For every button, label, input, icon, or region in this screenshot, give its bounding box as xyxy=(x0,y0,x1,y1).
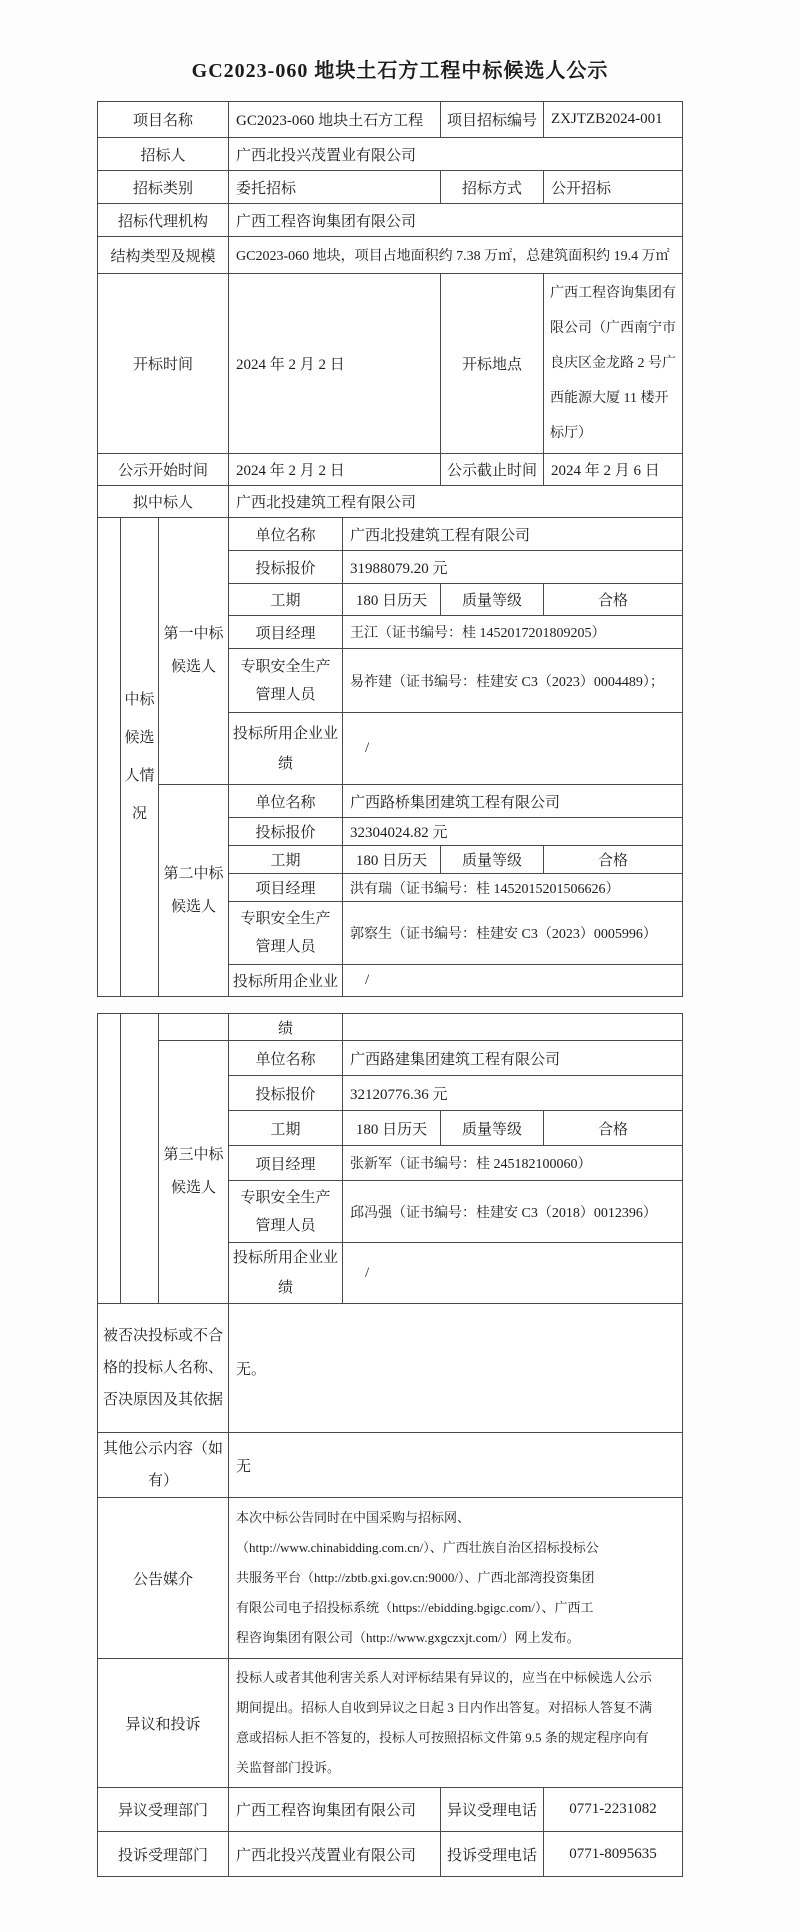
open-time-value: 2024 年 2 月 2 日 xyxy=(229,274,441,454)
c1-duration-label: 工期 xyxy=(229,584,343,616)
objection-phone-value: 0771-2231082 xyxy=(544,1788,683,1832)
tenderee-value: 广西北投兴茂置业有限公司 xyxy=(229,138,683,171)
complaint-phone-label: 投诉受理电话 xyxy=(441,1832,544,1877)
row-other-content xyxy=(98,1433,683,1498)
c2-performance-label-part2: 绩 xyxy=(229,1014,343,1041)
objection-dept-value: 广西工程咨询集团有限公司 xyxy=(229,1788,441,1832)
c1-performance-label: 投标所用企业业绩 xyxy=(229,713,343,785)
row-agency xyxy=(98,204,683,237)
c2-price-label: 投标报价 xyxy=(229,818,343,846)
page-title: GC2023-060 地块土石方工程中标候选人公示 xyxy=(191,60,609,82)
c2-duration-value: 180 日历天 xyxy=(343,846,441,874)
winner-value: 广西北投建筑工程有限公司 xyxy=(229,486,683,518)
structure-label: 结构类型及规模 xyxy=(98,237,229,274)
agency-label: 招标代理机构 xyxy=(98,204,229,237)
announcement-table-page2 xyxy=(97,1013,683,1877)
pub-end-value: 2024 年 2 月 6 日 xyxy=(544,454,683,486)
objection-phone-label: 异议受理电话 xyxy=(441,1788,544,1832)
c1-unit-label: 单位名称 xyxy=(229,518,343,551)
objection-line: 关监督部门投诉。 xyxy=(236,1760,341,1775)
c1-safety-value: 易祚建（证书编号：桂建安 C3（2023）0004489）； xyxy=(343,649,683,713)
winner-label: 拟中标人 xyxy=(98,486,229,518)
media-line: 程咨询集团有限公司（http://www.gxgczxjt.com/）网上发布。 xyxy=(236,1630,580,1645)
candidate1-rank-label: 第一中标候选人 xyxy=(159,518,229,785)
category-label: 招标类别 xyxy=(98,171,229,204)
c1-duration-value: 180 日历天 xyxy=(343,584,441,616)
c3-quality-label: 质量等级 xyxy=(441,1111,544,1146)
objection-line: 意或招标人拒不答复的，投标人可按照招标文件第 9.5 条的规定程序向有 xyxy=(236,1730,649,1745)
c3-unit-label: 单位名称 xyxy=(229,1041,343,1076)
c1-manager-label: 项目经理 xyxy=(229,616,343,649)
method-label: 招标方式 xyxy=(441,171,544,204)
c2-unit-value: 广西路桥集团建筑工程有限公司 xyxy=(343,785,683,818)
media-line: （http://www.chinabidding.com.cn/）、广西壮族自治区招标投标公 xyxy=(236,1540,599,1555)
c1-price-label: 投标报价 xyxy=(229,551,343,584)
c1-safety-label: 专职安全生产管理人员 xyxy=(229,649,343,713)
row-opening xyxy=(98,274,683,454)
other-content-label: 其他公示内容（如有） xyxy=(98,1433,229,1498)
performance-continuation-empty-value xyxy=(343,1014,683,1041)
objection-label: 异议和投诉 xyxy=(98,1659,229,1788)
c1-quality-label: 质量等级 xyxy=(441,584,544,616)
rejected-label: 被否决投标或不合格的投标人名称、否决原因及其依据 xyxy=(98,1304,229,1433)
c2-manager-value: 洪有瑞（证书编号：桂 1452015201506626） xyxy=(343,874,683,902)
media-line: 本次中标公告同时在中国采购与招标网、 xyxy=(236,1510,471,1525)
row-complaint-dept xyxy=(98,1832,683,1877)
c3-performance-label: 投标所用企业业绩 xyxy=(229,1243,343,1304)
row-performance-continuation xyxy=(98,1014,683,1041)
complaint-phone-value: 0771-8095635 xyxy=(544,1832,683,1877)
objection-dept-label: 异议受理部门 xyxy=(98,1788,229,1832)
c1-manager-value: 王江（证书编号：桂 1452017201809205） xyxy=(343,616,683,649)
row-structure xyxy=(98,237,683,274)
c3-manager-label: 项目经理 xyxy=(229,1146,343,1181)
media-line: 共服务平台（http://zbtb.gxi.gov.cn:9000/）、广西北部湾投资集团 xyxy=(236,1570,595,1585)
row-c2-unit xyxy=(98,785,683,818)
bid-no-label: 项目招标编号 xyxy=(441,102,544,138)
c3-safety-value: 邱冯强（证书编号：桂建安 C3（2018）0012396） xyxy=(343,1181,683,1243)
c2-safety-label: 专职安全生产管理人员 xyxy=(229,902,343,965)
candidate3-rank-label: 第三中标候选人 xyxy=(159,1041,229,1304)
c2-manager-label: 项目经理 xyxy=(229,874,343,902)
rejected-value: 无。 xyxy=(229,1304,683,1433)
c3-quality-value: 合格 xyxy=(544,1111,683,1146)
complaint-dept-label: 投诉受理部门 xyxy=(98,1832,229,1877)
c3-safety-label: 专职安全生产管理人员 xyxy=(229,1181,343,1243)
structure-value: GC2023-060 地块，项目占地面积约 7.38 万㎡，总建筑面积约 19.4 万㎡ xyxy=(229,237,683,274)
row-c3-unit xyxy=(98,1041,683,1076)
c3-performance-value: / xyxy=(343,1243,683,1304)
c3-price-value: 32120776.36 元 xyxy=(343,1076,683,1111)
c2-unit-label: 单位名称 xyxy=(229,785,343,818)
c1-quality-value: 合格 xyxy=(544,584,683,616)
left-spacer-column-p2 xyxy=(98,1014,121,1304)
complaint-dept-value: 广西北投兴茂置业有限公司 xyxy=(229,1832,441,1877)
row-winner xyxy=(98,486,683,518)
project-name-value: GC2023-060 地块土石方工程 xyxy=(229,102,441,138)
c3-duration-label: 工期 xyxy=(229,1111,343,1146)
pub-start-value: 2024 年 2 月 2 日 xyxy=(229,454,441,486)
c3-duration-value: 180 日历天 xyxy=(343,1111,441,1146)
media-label: 公告媒介 xyxy=(98,1498,229,1659)
row-rejected xyxy=(98,1304,683,1433)
c2-quality-label: 质量等级 xyxy=(441,846,544,874)
open-place-label: 开标地点 xyxy=(441,274,544,454)
pub-end-label: 公示截止时间 xyxy=(441,454,544,486)
row-project-name xyxy=(98,102,683,138)
category-value: 委托招标 xyxy=(229,171,441,204)
method-value: 公开招标 xyxy=(544,171,683,204)
c1-price-value: 31988079.20 元 xyxy=(343,551,683,584)
c2-price-value: 32304024.82 元 xyxy=(343,818,683,846)
c3-unit-value: 广西路建集团建筑工程有限公司 xyxy=(343,1041,683,1076)
c1-performance-value: / xyxy=(343,713,683,785)
c2-performance-label-part1: 投标所用企业业 xyxy=(229,965,343,997)
other-content-value: 无 xyxy=(229,1433,683,1498)
objection-line: 期间提出。招标人自收到异议之日起 3 日内作出答复。对招标人答复不满 xyxy=(236,1700,653,1715)
tenderee-label: 招标人 xyxy=(98,138,229,171)
objection-line: 投标人或者其他利害关系人对评标结果有异议的，应当在中标候选人公示 xyxy=(236,1670,653,1685)
objection-value xyxy=(229,1659,683,1788)
row-category xyxy=(98,171,683,204)
row-media xyxy=(98,1498,683,1659)
announcement-table-page1 xyxy=(97,101,683,997)
c3-price-label: 投标报价 xyxy=(229,1076,343,1111)
media-value xyxy=(229,1498,683,1659)
c2-safety-value: 郭察生（证书编号：桂建安 C3（2023）0005996） xyxy=(343,902,683,965)
candidate2-rank-label: 第二中标候选人 xyxy=(159,785,229,997)
bid-no-value: ZXJTZB2024-001 xyxy=(544,102,683,138)
rank-column-empty-cell xyxy=(159,1014,229,1041)
c2-quality-value: 合格 xyxy=(544,846,683,874)
left-spacer-column xyxy=(98,518,121,997)
c3-manager-value: 张新军（证书编号：桂 245182100060） xyxy=(343,1146,683,1181)
media-line: 有限公司电子招投标系统（https://ebidding.bgigc.com/）、广西工 xyxy=(236,1600,594,1615)
row-objection-dept xyxy=(98,1788,683,1832)
row-objection xyxy=(98,1659,683,1788)
candidate-section-side-label: 中标候选人情况 xyxy=(121,518,159,997)
open-time-label: 开标时间 xyxy=(98,274,229,454)
row-publicity xyxy=(98,454,683,486)
pub-start-label: 公示开始时间 xyxy=(98,454,229,486)
c1-unit-value: 广西北投建筑工程有限公司 xyxy=(343,518,683,551)
open-place-value: 广西工程咨询集团有限公司（广西南宁市良庆区金龙路 2 号广西能源大厦 11 楼开标厅） xyxy=(544,274,683,454)
side-label-continuation-empty xyxy=(121,1014,159,1304)
c2-duration-label: 工期 xyxy=(229,846,343,874)
project-name-label: 项目名称 xyxy=(98,102,229,138)
c2-performance-value: / xyxy=(343,965,683,997)
row-tenderee xyxy=(98,138,683,171)
agency-value: 广西工程咨询集团有限公司 xyxy=(229,204,683,237)
row-c1-unit xyxy=(98,518,683,551)
